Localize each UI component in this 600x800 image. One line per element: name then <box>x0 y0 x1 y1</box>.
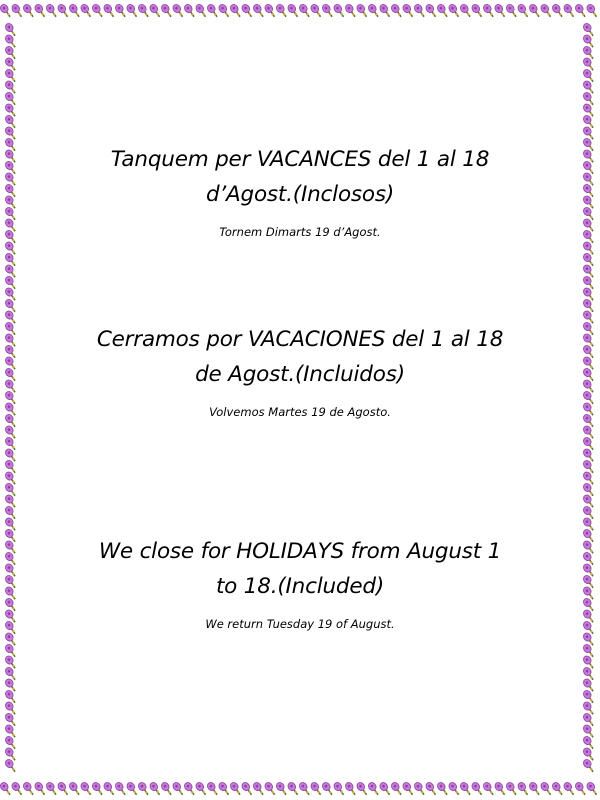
spanish-headline <box>40 322 560 392</box>
left-border <box>0 0 22 800</box>
notice-spanish <box>40 322 560 420</box>
catalan-headline <box>40 142 560 212</box>
catalan-return-date: Tornem Dimarts 19 d’Agost. <box>219 225 381 239</box>
spanish-return-date: Volvemos Martes 19 de Agosto. <box>209 405 391 419</box>
left-border-flowers <box>0 0 22 800</box>
catalan-headline-line1: Tanquem per VACANCES del 1 al 18 <box>110 147 490 172</box>
english-return-date: We return Tuesday 19 of August. <box>205 617 395 631</box>
right-border <box>578 0 600 800</box>
flower-bouquet-icon <box>4 758 18 774</box>
flyer-content <box>40 0 560 800</box>
flower-bouquet-icon <box>22 781 36 797</box>
notice-catalan <box>40 142 560 240</box>
flower-bouquet-icon <box>22 3 36 19</box>
flower-bouquet-icon <box>582 758 596 774</box>
spanish-headline-line1: Cerramos por VACACIONES del 1 al 18 <box>96 327 504 352</box>
catalan-headline-line2: d’Agost.(Inclosos) <box>205 182 395 207</box>
notice-english <box>40 534 560 632</box>
flower-bouquet-icon <box>562 3 576 19</box>
spanish-headline-line2: de Agost.(Incluidos) <box>195 362 405 387</box>
english-headline-line1: We close for HOLIDAYS from August 1 <box>98 539 502 564</box>
english-headline <box>40 534 560 604</box>
english-headline-line2: to 18.(Included) <box>215 574 385 599</box>
right-border-flowers <box>578 0 600 800</box>
flower-bouquet-icon <box>562 781 576 797</box>
